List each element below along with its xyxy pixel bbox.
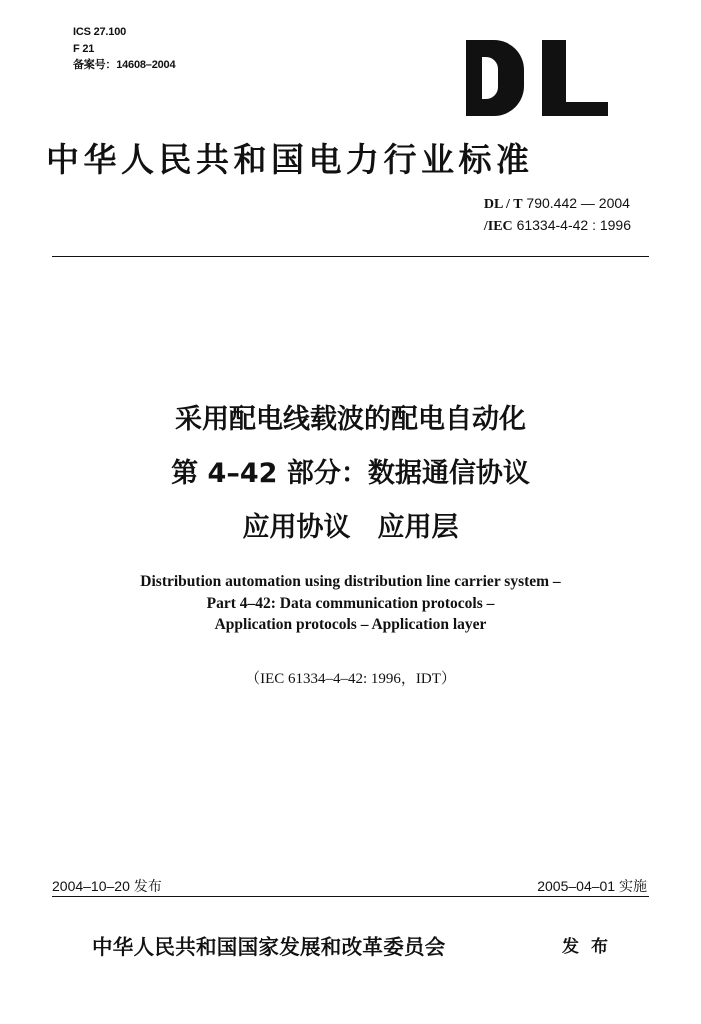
record-number: 备案号：14608–2004 (73, 59, 176, 71)
industry-standard-title: 中华人民共和国电力行业标准 (46, 140, 534, 179)
chinese-title-line1: 采用配电线载波的配电自动化 (175, 404, 526, 435)
footer-divider (52, 896, 649, 897)
standard-number-value: 790.442 — 2004 (526, 195, 630, 211)
issue-date: 2004–10–20 发布 (52, 878, 162, 894)
standard-number-line1 (484, 193, 631, 215)
ics-code: ICS 27.100 (73, 26, 127, 38)
publisher-name: 中华人民共和国国家发展和改革委员会 (92, 935, 446, 959)
effective-date: 2005–04–01 实施 (537, 878, 647, 894)
metadata-block (73, 24, 175, 74)
equivalence-note: （IEC 61334–4–42: 1996，IDT） (245, 671, 456, 687)
chinese-title-line2: 第 4–42 部分：数据通信协议 (171, 458, 530, 489)
dl-logo-icon (466, 36, 608, 116)
publish-label: 发布 (562, 937, 620, 957)
standard-number-prefix: DL / T (483, 197, 523, 212)
classification-code: F 21 (73, 42, 95, 55)
chinese-title-line3: 应用协议 应用层 (242, 512, 459, 543)
english-title-line1: Distribution automation using distribution line carrier system – (140, 573, 561, 590)
english-title-line2: Part 4–42: Data communication protocols – (206, 594, 495, 612)
header-divider (52, 256, 649, 257)
dl-logo-d-shape (466, 40, 524, 116)
iec-number-value: 61334-4-42 : 1996 (516, 217, 631, 233)
standard-number (484, 193, 631, 237)
english-title-line3: Application protocols – Application layer (214, 616, 487, 633)
english-title (0, 571, 701, 636)
iec-prefix: /IEC (483, 219, 513, 234)
dl-logo-l-shape (542, 40, 608, 116)
chinese-title (0, 393, 701, 555)
standard-number-line2 (484, 215, 631, 237)
